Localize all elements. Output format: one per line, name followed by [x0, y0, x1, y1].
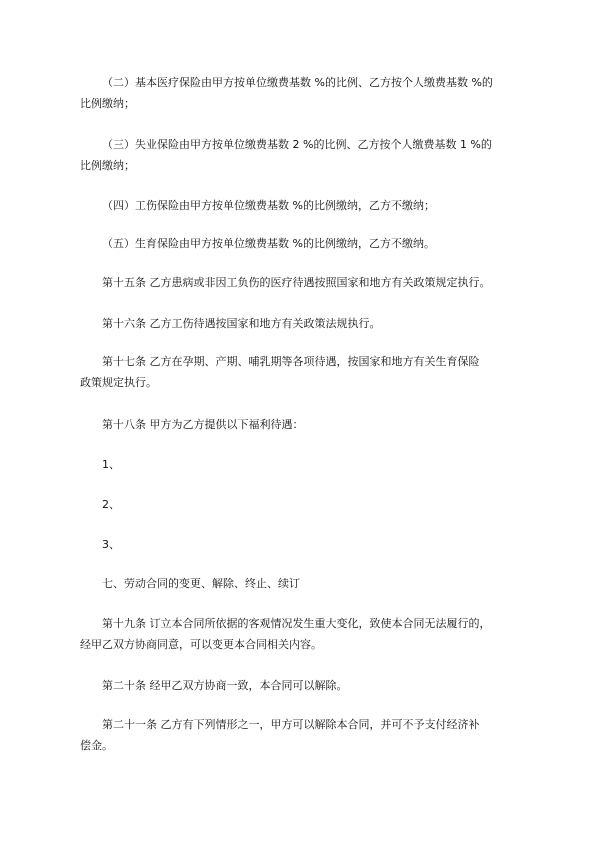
- text-line: 偿金。: [80, 739, 113, 752]
- benefit-item-1: [80, 454, 530, 475]
- paragraph-medical-insurance: [80, 72, 530, 114]
- text-line: 第十七条 乙方在孕期、产期、哺乳期等各项待遇，按国家和地方有关生育保险: [102, 355, 480, 368]
- text-line: 经甲乙双方协商同意，可以变更本合同相关内容。: [80, 638, 322, 651]
- article-19: [80, 613, 530, 655]
- article-16: [80, 313, 530, 334]
- paragraph-maternity-insurance: [80, 233, 530, 254]
- text-line: （五）生育保险由甲方按单位缴费基数 %的比例缴纳，乙方不缴纳。: [102, 237, 435, 250]
- article-15: [80, 272, 530, 293]
- article-17: [80, 351, 530, 393]
- text-line: （三）失业保险由甲方按单位缴费基数 2 %的比例、乙方按个人缴费基数 1 %的: [102, 138, 492, 151]
- text-line: 第十九条 订立本合同所依据的客观情况发生重大变化，致使本合同无法履行的，: [102, 617, 491, 630]
- text-line: 政策规定执行。: [80, 376, 157, 389]
- text-line: 比例缴纳；: [80, 159, 135, 172]
- article-18: [80, 414, 530, 435]
- text-line: （二）基本医疗保险由甲方按单位缴费基数 %的比例、乙方按个人缴费基数 %的: [102, 76, 493, 89]
- text-line: 第二十条 经甲乙双方协商一致，本合同可以解除。: [102, 679, 348, 692]
- benefit-item-2: [80, 494, 530, 515]
- benefit-item-3: [80, 534, 530, 555]
- text-line: 第十八条 甲方为乙方提供以下福利待遇：: [102, 418, 304, 431]
- paragraph-unemployment-insurance: [80, 134, 530, 176]
- article-21: [80, 714, 530, 756]
- section-heading-7: [80, 573, 530, 594]
- text-line: 第十五条 乙方患病或非因工负伤的医疗待遇按照国家和地方有关政策规定执行。: [102, 276, 491, 289]
- article-20: [80, 675, 530, 696]
- text-line: 1、: [102, 458, 120, 471]
- text-line: 第二十一条 乙方有下列情形之一，甲方可以解除本合同，并可不予支付经济补: [102, 718, 480, 731]
- text-line: 七、劳动合同的变更、解除、终止、续订: [102, 577, 300, 590]
- text-line: 第十六条 乙方工伤待遇按国家和地方有关政策法规执行。: [102, 317, 381, 330]
- text-line: 2、: [102, 498, 120, 511]
- paragraph-work-injury-insurance: [80, 195, 530, 216]
- text-line: 比例缴纳；: [80, 97, 135, 110]
- text-line: 3、: [102, 538, 120, 551]
- text-line: （四）工伤保险由甲方按单位缴费基数 %的比例缴纳，乙方不缴纳；: [102, 199, 435, 212]
